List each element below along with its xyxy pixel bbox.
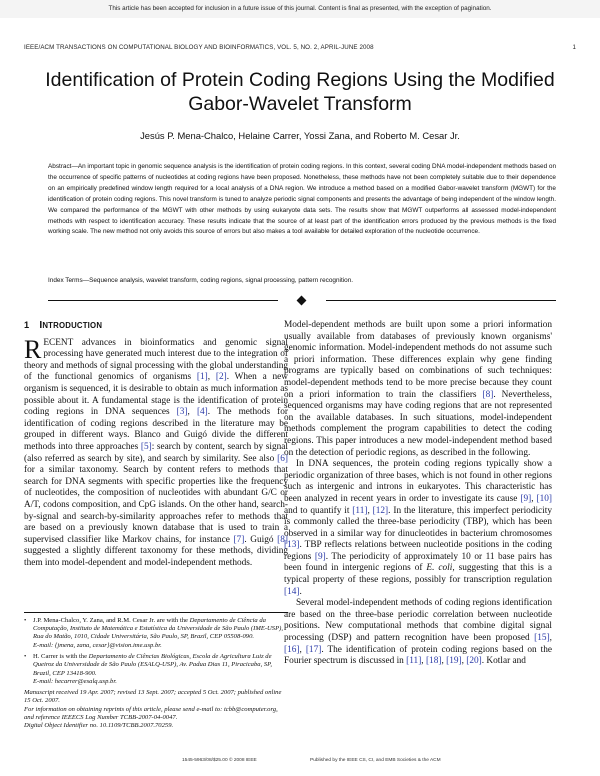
bullet-icon: •: [24, 652, 27, 660]
citation-link[interactable]: [8]: [277, 534, 288, 545]
citation-link[interactable]: [5]: [140, 441, 152, 452]
text-run: ,: [299, 644, 306, 655]
text-run: ,: [441, 656, 447, 667]
page-number: 1: [572, 44, 576, 51]
abstract-label: Abstract: [48, 163, 72, 170]
intro-paragraph-2: [284, 320, 552, 459]
text-run: . Guigó: [244, 534, 278, 545]
text-run: suggested a slightly different taxonomy for these methods, dividing them into model-dependent and model-independent methods.: [24, 546, 288, 568]
text-run: Digital Object Identifier no. 10.1109/TCBB.2007.70259.: [24, 722, 174, 730]
paper-title: Identification of Protein Coding Regions Using the Modified Gabor-Wavelet Transform: [45, 69, 555, 115]
text-run: and to quantify it: [284, 505, 353, 516]
issn-copyright: 1545-5963/08/$25.00 © 2008 IEEE: [182, 758, 257, 763]
text-run: . Kotlar and: [481, 656, 526, 667]
text-run: : search by content, search by signal (also referred as search by site), and search by similarity. See also: [24, 441, 288, 464]
drop-cap: R: [24, 334, 42, 364]
divider-line-left: [48, 300, 278, 301]
publisher-info: Published by the IEEE CS, CI, and EMB Societies & the ACM: [310, 758, 441, 763]
affiliation-text: Departamento de Ciências Biológicas, Escola de Agricultura Luiz de Queiroz da Universidade de São Paulo (ESALQ-USP), Av. Padua Dias 11, Piracicaba, SP, Brazil, CEP 13418-900.: [33, 652, 272, 677]
footnotes: [24, 612, 288, 731]
acceptance-notice: This article has been accepted for inclusion in a future issue of this journal. Content is final as presented, with the exception of pagination.: [0, 0, 600, 18]
citation-link[interactable]: [13]: [284, 540, 300, 551]
text-run: . The methods for identification of coding regions described in the literature may be grouped in different ways. Blanco and Guigó divide the different methods into three approaches: [24, 407, 288, 452]
divider-line-right: [326, 300, 556, 301]
abstract: [48, 162, 556, 238]
abstract-text: —An important topic in genomic sequence analysis is the identification of protein coding regions. In this context, several coding DNA model-independent methods based on the occurrence of specific patterns of nucleotides at coding regions have been proposed. Nonetheless, these methods have not been completely suitable due to their dependence on an empirically predefined window length required for a local analysis of a DNA region. We introduce a method based on a modified Gabor-wavelet transform (MGWT) for the identification of protein coding regions. This novel transform is tuned to analyze periodic signal components and presents the advantage of being independent of the window length. We compared the performance of the MGWT with other methods by using eukaryote data sets. The results show that MGWT outperforms all assessed model-independent methods with respect to identification accuracy. These results indicate that the source of at least part of the identification errors produced by the previous methods is the fixed working scale. The new method not only avoids this source of errors but also makes a tool available for detailed exploration of the nucleotide occurrence.: [48, 163, 557, 236]
citation-link[interactable]: [8]: [482, 389, 494, 400]
text-run: Several model-independent methods of coding regions identification are based on the three-base periodic correlation between nucleotide positions. New computational methods that combine digital signal processing (DSP) and pattern recognition have been proposed: [284, 598, 552, 644]
text-run: ECENT advances in bioinformatics and genomic signal processing have generated much interest due to the integration of theory and methods of signal processing with the global understanding of the functional genomics of organisms: [24, 337, 288, 383]
section-title-rest: NTRODUCTION: [42, 321, 103, 330]
citation-link[interactable]: [19]: [446, 656, 462, 667]
citation-link[interactable]: [9]: [520, 493, 532, 504]
index-terms-text: —Sequence analysis, wavelet transform, coding regions, signal processing, pattern recognition.: [82, 277, 354, 284]
citation-link[interactable]: [20]: [466, 656, 482, 667]
citation-link[interactable]: [14]: [284, 586, 300, 597]
citation-link[interactable]: [1]: [196, 372, 208, 383]
citation-link[interactable]: [12]: [372, 505, 389, 516]
author-list: Jesús P. Mena-Chalco, Helaine Carrer, Yossi Zana, and Roberto M. Cesar Jr.: [140, 130, 460, 141]
section-divider: [48, 296, 556, 306]
right-column: [284, 320, 552, 668]
footnote-rule: [24, 612, 288, 613]
email-text: tcbb@computer.org: [223, 705, 277, 713]
text-run: . Nevertheless, sequenced organisms may have coding regions that are not represented on the available databases. In such situations, model-independent methods complement the program capabilities to detect the coding regions. This paper introduces a new model-independent method based on the detection of periodic regions, as described in the following.: [284, 389, 552, 458]
citation-link[interactable]: [2]: [215, 372, 227, 383]
intro-paragraph-3: [284, 459, 552, 598]
intro-paragraph-1: [24, 334, 288, 570]
email-text: E-mail: {jmena, zana, cesar}@vision.ime.usp.br.: [33, 641, 162, 649]
citation-link[interactable]: [3]: [176, 407, 188, 418]
text-run: . TBP reflects relations between nucleotide positions in the coding regions: [284, 540, 552, 562]
doi-info: [24, 722, 288, 730]
section-number: 1: [24, 320, 30, 330]
text-run: ,: [421, 656, 426, 667]
index-terms-label: Index Terms: [48, 277, 83, 284]
citation-link[interactable]: [17]: [305, 644, 322, 655]
footnote-affiliation-2: [24, 653, 288, 686]
section-title-initial: I: [39, 320, 43, 331]
text-run: J.P. Mena-Chalco, Y. Zana, and R.M. Cesar Jr. are with the: [33, 616, 190, 624]
citation-link[interactable]: [11]: [352, 505, 368, 516]
manuscript-history: [24, 689, 288, 706]
citation-link[interactable]: [15]: [534, 633, 550, 644]
citation-link[interactable]: [11]: [406, 656, 422, 667]
text-run: In DNA sequences, the protein coding regions typically show a periodic organization of three bases, which is not found in other regions such as intergenic and introns in eukaryotes. This characteristic has been analyzed in recent years in order to investigate its cause: [284, 459, 552, 504]
text-run: For information on obtaining reprints of this article, please send e-mail to:: [24, 705, 224, 713]
email-text: E-mail: hecarrer@esalq.usp.br.: [33, 677, 117, 685]
text-run: ,: [461, 656, 467, 667]
text-run: . The periodicity of approximately 10 or 11 base pairs has been found in intergenic regions of: [284, 551, 552, 574]
footnote-affiliation-1: [24, 617, 288, 650]
index-terms: [48, 276, 556, 286]
running-head: [24, 44, 576, 51]
citation-link[interactable]: [18]: [425, 656, 442, 667]
citation-link[interactable]: [9]: [314, 551, 326, 562]
text-run: . When a new organism is sequenced, it is desirable to obtain as much information as possible about it. A fundamental stage is the identification of protein coding regions in DNA sequences: [24, 372, 288, 418]
journal-info: IEEE/ACM TRANSACTIONS ON COMPUTATIONAL BIOLOGY AND BIOINFORMATICS, VOL. 5, NO. 2, APRIL-JUNE 2008: [24, 44, 374, 51]
citation-link[interactable]: [4]: [196, 407, 208, 418]
text-run: , suggesting that this is a typical property of these regions, possibly for transcription regulation: [284, 563, 552, 586]
citation-link[interactable]: [6]: [277, 453, 288, 464]
text-run: ,: [549, 633, 552, 644]
text-run: . The identification of protein coding regions based on the Fourier spectrum is discussed in: [284, 644, 552, 667]
text-run: for a similar taxonomy. Search by content refers to methods that search for DNA segments with specific properties like the frequency of nucleotides, the composition of nucleotides with abundant G/C or A/T, codons composition, and CpG islands. On the other hand, search-by-signal and search-by-similarity approaches refer to methods that are based on a previously known database that is used to train a supervised classifier like Markov chains, for instance: [24, 465, 288, 545]
affiliation-text: Departamento de Ciência da Computação, Instituto de Matemática e Estatística da Universidade de São Paulo (IME-USP), Rua do Matão, 1010, Cidade Universitária, São Paulo, SP, Brazil, CEP 05508-090.: [33, 616, 283, 641]
reprint-info: [24, 706, 288, 723]
left-column: [24, 320, 288, 569]
bullet-icon: •: [24, 616, 27, 624]
text-run: H. Carrer is with the: [33, 652, 89, 660]
text-run: ,: [187, 407, 197, 418]
citation-link[interactable]: [7]: [233, 534, 245, 545]
text-run: , and reference IEEECS Log Number TCBB-2007-04-0047.: [24, 705, 278, 722]
citation-link[interactable]: [10]: [536, 493, 552, 504]
diamond-icon: [297, 296, 307, 306]
page-footer: [24, 758, 576, 770]
intro-paragraph-4: [284, 598, 552, 668]
text-run: ,: [531, 493, 537, 504]
text-run: Model-dependent methods are built upon some a priori information usually available from databases of previously known organisms' genomic information. Model-independent methods do not assume such a priori information. These differences explain why gene finding programs are typically based on combinations of such techniques: model-dependent methods tend to be more precise because they count on a priori information to train the classifiers: [284, 320, 552, 400]
text-run: .: [299, 586, 302, 597]
text-run: . In the literature, this imperfect periodicity is commonly called the three-base periodicity (TBP), which has been observed in a similar way for dinucleotides in bacterium chromosomes: [284, 505, 553, 539]
citation-link[interactable]: [16]: [284, 644, 300, 655]
organism-name: E. coli: [426, 563, 453, 574]
text-run: ,: [207, 372, 216, 383]
text-run: Manuscript received 19 Apr. 2007; revised 13 Sept. 2007; accepted 5 Oct. 2007; published online 15 Oct. 2007.: [24, 689, 282, 705]
text-run: ,: [367, 505, 373, 516]
section-heading: [24, 320, 288, 332]
